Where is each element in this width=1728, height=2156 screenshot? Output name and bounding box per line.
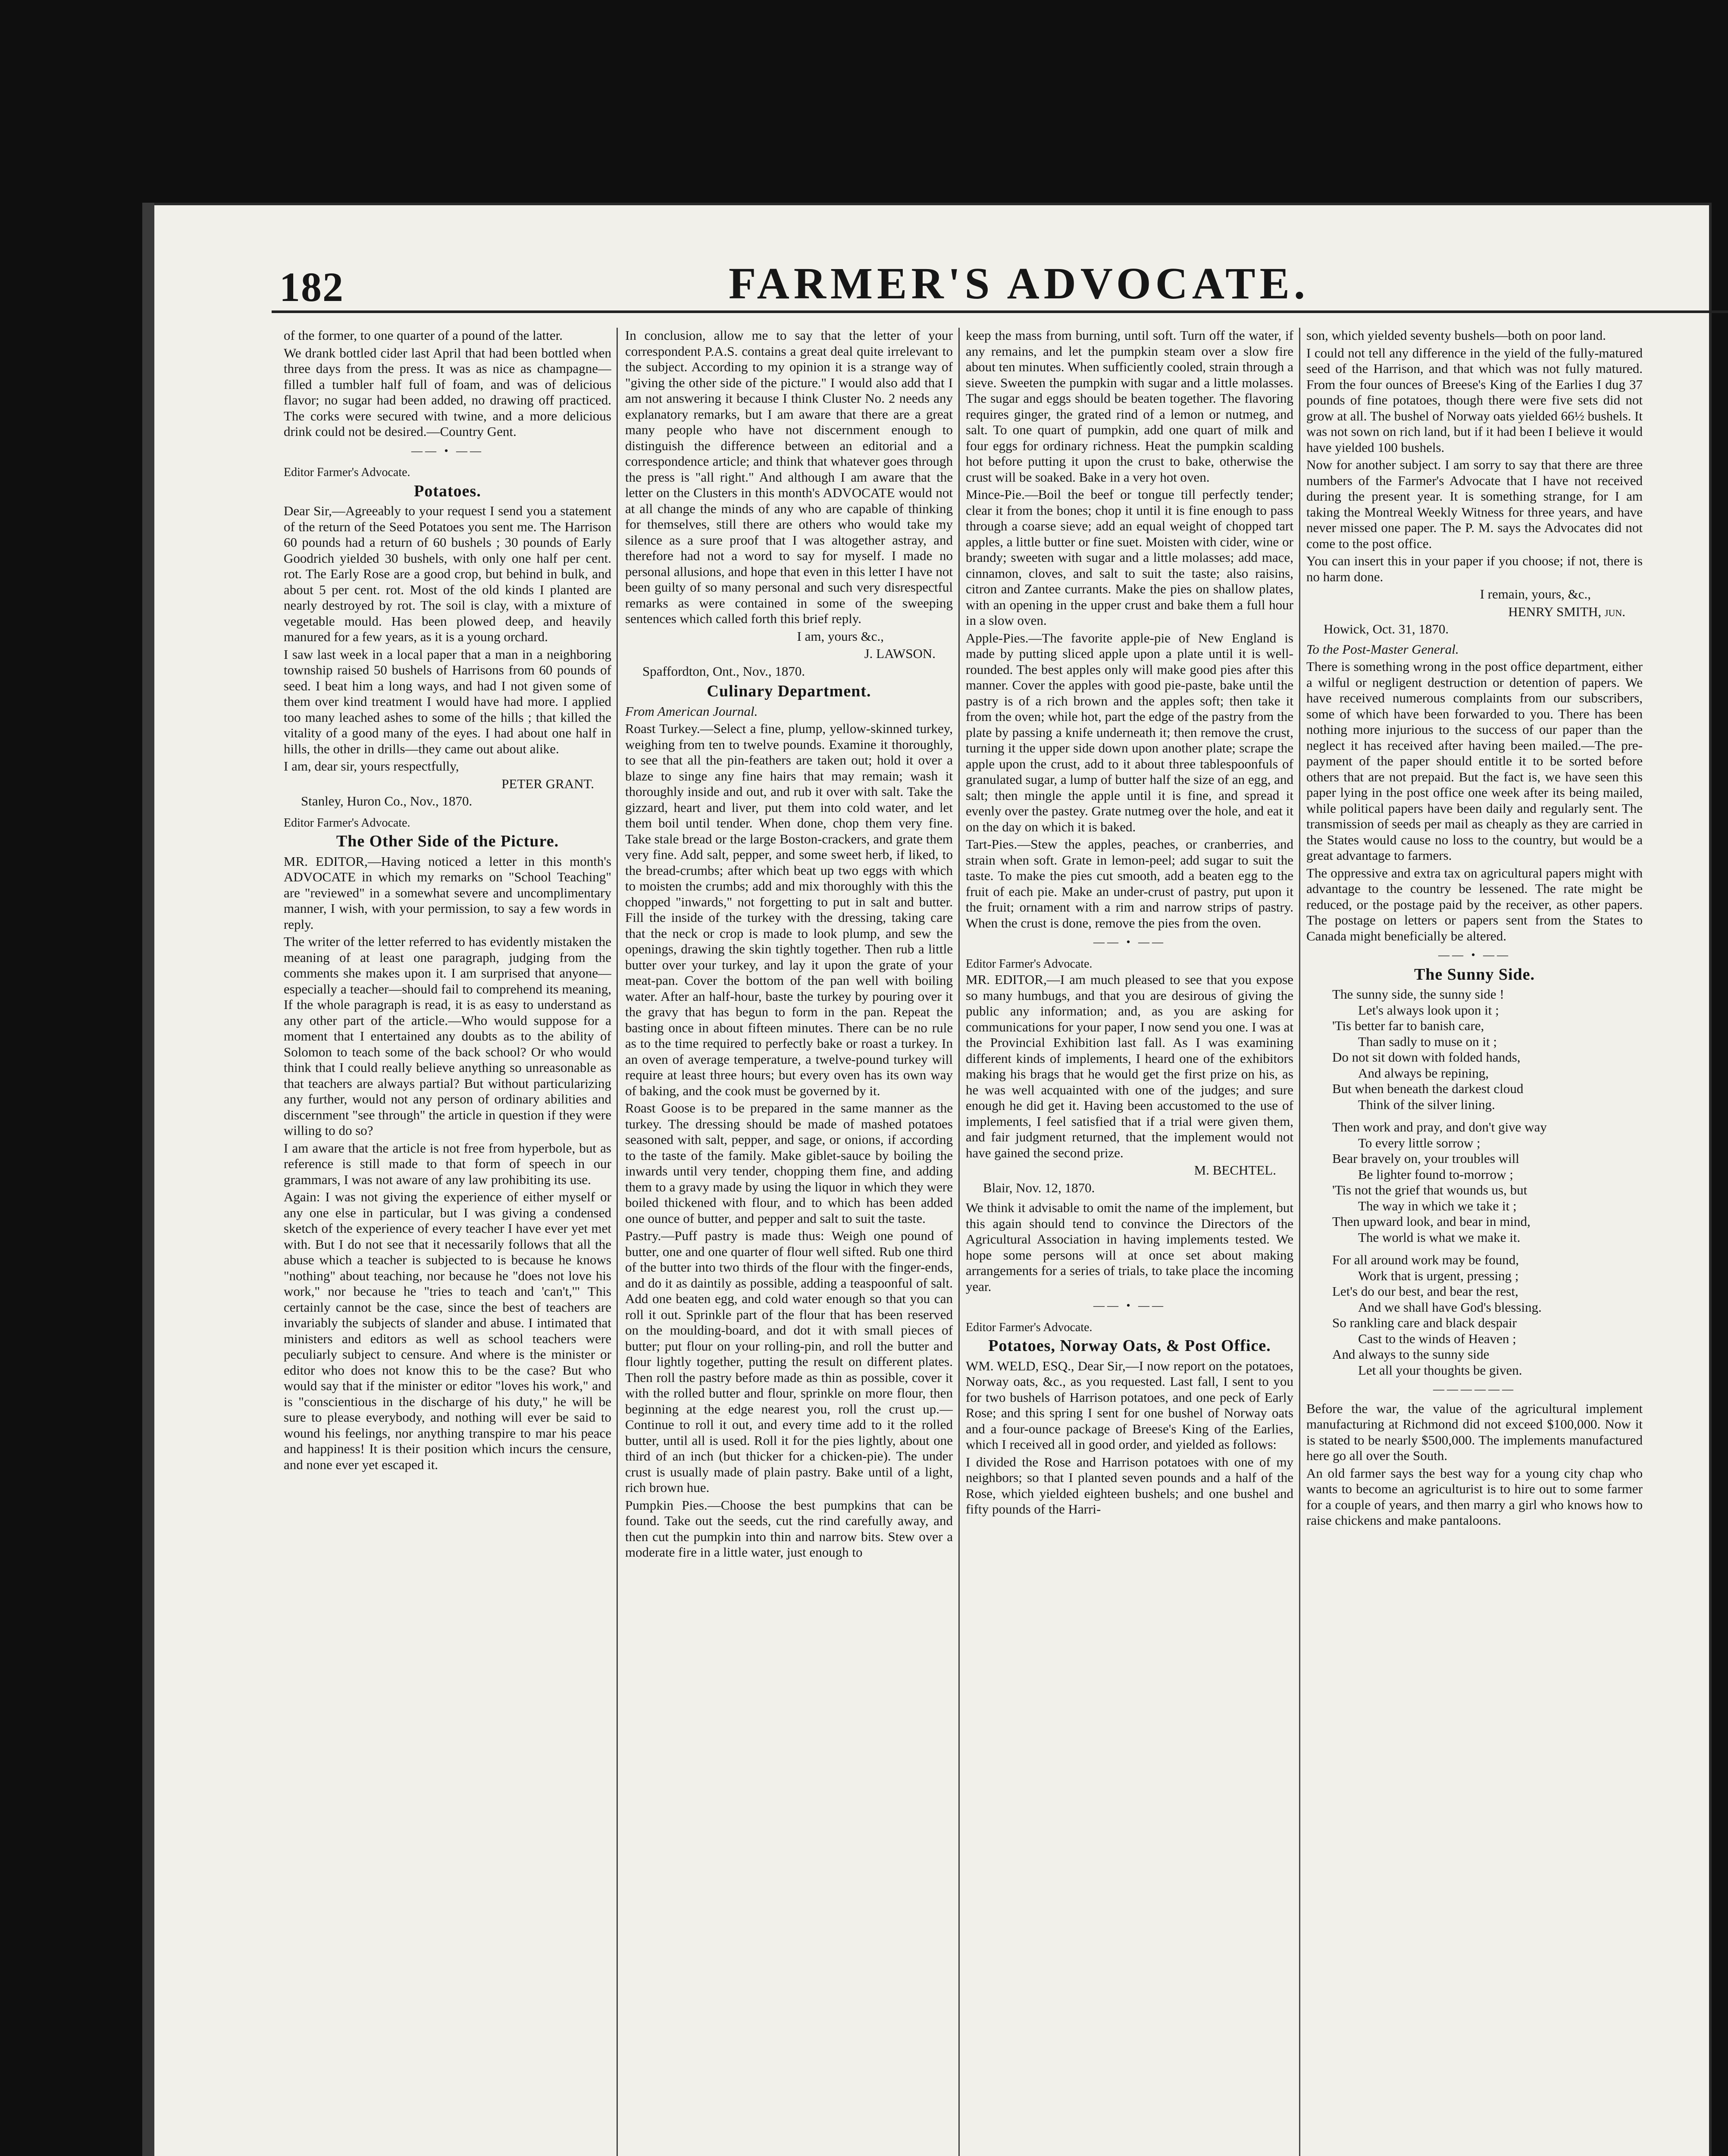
column-1 [284,328,611,2156]
poem [1306,987,1643,1378]
poem-line: Then upward look, and bear in mind, [1332,1214,1531,1229]
dateline: Stanley, Huron Co., Nov., 1870. [301,793,473,808]
poem-line: Then work and pray, and don't give way [1332,1119,1547,1134]
poem-line: Do not sit down with folded hands, [1332,1050,1521,1065]
paragraph: son, which yielded seventy bushels—both on poor land. [1306,328,1606,343]
column-rule [958,328,960,2156]
poem-line: Work that is urgent, pressing ; [1358,1268,1519,1283]
binding-spine [142,203,154,2156]
paragraph: In conclusion, allow me to say that the letter of your correspondent P.A.S. contains a great deal quite irrelevant to the subject. According to my opinion it is a strange way of "giving the other side of the picture." I would also add that I am not answering it because I think Cluster No. 2 needs any explanatory remarks, but I am aware that there are a great many people who have not discernment enough to distinguish the difference between an editorial and a correspondence article; and think that whatever goes through the press is "all right." And although I am aware that the letter on the Clusters in this month's ADVOCATE would not at all change the minds of any who are capable of thinking for themselves, still there are others who would take my silence as a sure proof that I was altogether astray, and therefore had not a word to say for myself. I made no personal allusions, and hope that even in this letter I have not been guilty of so many personal and such very disrespectful remarks as were contained in some of the sweeping sentences which called forth this brief reply. [625,328,953,626]
article-heading: Culinary Department. [707,682,871,700]
column-rule [617,328,618,2156]
poem-line: And always be repining, [1358,1065,1489,1081]
poem-line: Let all your thoughts be given. [1358,1362,1522,1378]
signature: HENRY SMITH, jun. [1508,604,1625,619]
dateline: Howick, Oct. 31, 1870. [1324,621,1449,636]
subheading: From American Journal. [625,703,758,719]
poem-line: Think of the silver lining. [1358,1097,1495,1112]
paragraph: Apple-Pies.—The favorite apple-pie of New England is made by putting sliced apple upon a plate until it is well-rounded. The best apples only will make good pies after this manner. Cover the apples with good pie-paste, bake until the pastry is of a rich brown and the apples soft; then take it from the oven; while hot, part the edge of the pastry from the plate by passing a knife underneath it; then remove the crust, turning it the upper side down upon another plate; scrape the apple upon the crust, add to it about three tablespoonfuls of granulated sugar, a lump of butter half the size of an egg, and salt; then mingle the apple until it is fine, and spread it evenly over the pastey. Grate nutmeg over the hole, and eat it on the day on which it is baked. [966,630,1293,834]
paragraph: We drank bottled cider last April that had been bottled when three days from the press. It was as nice as champagne—filled a tumbler half full of foam, and was of delicious flavor; no sugar had been added, no drawing off practiced. The corks were secured with twine, and a more delicious drink could not be desired.—Country Gent. [284,345,611,439]
divider: —————— [1433,1383,1516,1395]
paragraph: We think it advisable to omit the name of the implement, but this again should tend to convince the Directors of the Agricultural Association in having implements tested. We hope some persons will at once set about making arrangements for a series of trials, to take place the incoming year. [966,1200,1293,1294]
poem-line: 'Tis not the grief that wounds us, but [1332,1182,1528,1197]
signature: PETER GRANT. [501,776,594,791]
page-number: 182 [279,264,344,310]
paragraph: Dear Sir,—Agreeably to your request I send you a statement of the return of the Seed Potatoes you sent me. The Harrison 60 pounds had a return of 60 bushels ; 30 pounds of Early Goodrich yielded 30 bushels, with only one half per cent. rot. The Early Rose are a good crop, but behind in bulk, and about 5 per cent. rot. Most of the old kinds I planted are nearly destroyed by rot. The soil is clay, with a mixture of vegetable mould. Has been plowed deep, and heavily manured for a few years, as it is a young orchard. [284,503,611,644]
paragraph: Mince-Pie.—Boil the beef or tongue till perfectly tender; clear it from the bones; chop it until it is fine enough to pass through a coarse sieve; add an equal weight of chopped tart apples, a little butter or fine suet. Moisten with cider, wine or brandy; sweeten with sugar and a little molasses; add mace, cinnamon, cloves, and salt to suit the taste; also raisins, citron and Zantee currants. Make the pies on shallow plates, with an opening in the upper crust and bake them a full hour in a slow oven. [966,487,1293,628]
signature: M. BECHTEL. [1194,1163,1276,1178]
poem-line: Cast to the winds of Heaven ; [1358,1331,1516,1346]
paragraph: I could not tell any difference in the yield of the fully-matured seed of the Harrison, and that which was not fully matured. From the four ounces of Breese's King of the Earlies I dug 37 pounds of fine potatoes, though there were five sets did not grow at all. The bushel of Norway oats yielded 66½ bushels. It was not sown on rich land, but if it had been I believe it would have yielded 100 bushels. [1306,345,1643,455]
paragraph: You can insert this in your paper if you choose; if not, there is no harm done. [1306,553,1643,584]
poem-line: Let's always look upon it ; [1358,1002,1499,1018]
poem-line: Let's do our best, and bear the rest, [1332,1284,1518,1299]
divider: —— • —— [1093,1299,1166,1312]
caption: Editor Farmer's Advocate. [284,816,410,830]
caption: Editor Farmer's Advocate. [966,957,1093,971]
caption: Editor Farmer's Advocate. [284,466,410,479]
poem-line: The sunny side, the sunny side ! [1332,987,1504,1002]
paragraph: MR. EDITOR,—I am much pleased to see that you expose so many humbugs, and that you are desirous of giving the public any information; and, as you are asking for communications for your paper, I now send you one. I was at the Provincial Exhibition last fall. As I was examining different kinds of implements, I heard one of the exhibitors making his brags that he would get the first prize on his, as he was well acquainted with one of the judges; and sure enough he did get it. Having been accustomed to the use of implements, I feel satisfied that if a trial were given them, and fair judgment returned, that the implement would not have gained the second prize. [966,972,1293,1160]
poem-line: So rankling care and black despair [1332,1315,1517,1330]
paragraph: I divided the Rose and Harrison potatoes with one of my neighbors; so that I planted seven pounds and a half of the Rose, which yielded eighteen bushels; and one bushel and fifty pounds of the Harri- [966,1454,1293,1517]
signature: J. LAWSON. [864,646,936,661]
dateline: Spaffordton, Ont., Nov., 1870. [642,663,805,679]
paragraph: Now for another subject. I am sorry to say that there are three numbers of the Farmer's Advocate that I have not received during the present year. It is something strange, for I am taking the Montreal Weekly Witness for three years, and have never missed one paper. The P. M. says the Advocates did not come to the post office. [1306,457,1643,551]
article-heading: The Other Side of the Picture. [336,832,559,850]
paragraph: Before the war, the value of the agricultural implement manufacturing at Richmond did not exceed $100,000. Now it is stated to be nearly $500,000. The implements manufactured here go all over the South. [1306,1401,1643,1463]
paragraph: WM. WELD, ESQ., Dear Sir,—I now report on the potatoes, Norway oats, &c., as you requested. Last fall, I sent to you for two bushels of Harrison potatoes, and one peck of Early Rose; and this spring I sent for one bushel of Norway oats and a four-ounce package of Breese's King of the Earlies, which I received all in good order, and yielded as follows: [966,1358,1293,1452]
paragraph: Tart-Pies.—Stew the apples, peaches, or cranberries, and strain when soft. Grate in lemon-peel; add sugar to suit the taste. To make the pies cut smooth, add a beaten egg to the fruit of each pie. Make an under-crust of pastry, put upon it the fruit; ornament with a rim and narrow strips of pastry. When the crust is done, remove the pies from the oven. [966,837,1293,931]
poem-line: To every little sorrow ; [1358,1135,1481,1150]
paragraph: keep the mass from burning, until soft. Turn off the water, if any remains, and let the pumpkin steam over a slow fire about ten minutes. When sufficiently cooled, strain through a sieve. Sweeten the pumpkin with sugar and a little molasses. The sugar and eggs should be beaten together. The flavoring requires ginger, the grated rind of a lemon or nutmeg, and salt. To one quart of pumpkin, add one quart of milk and four eggs for ordinary richness. Heat the pumpkin scalding hot before putting it upon the crust to bake, otherwise the crust will be soaked. Bake in a very hot oven. [966,328,1293,485]
paragraph: of the former, to one quarter of a pound of the latter. [284,328,563,343]
poem-line: The way in which we take it ; [1358,1198,1517,1213]
paragraph: I remain, yours, &c., [1480,586,1591,602]
caption: Editor Farmer's Advocate. [966,1320,1093,1334]
poem-line: Be lighter found to-morrow ; [1358,1166,1513,1182]
poem-line: Than sadly to muse on it ; [1358,1034,1497,1049]
stanza-gap [1306,1112,1643,1119]
paragraph: Again: I was not giving the experience of either myself or any one else in particular, but I was giving a condensed sketch of the experience of every teacher I have ever yet met with. But I do not see that it necessarily follows that all the abuse which a teacher is subjected to is because he knows "nothing" about teaching, nor because he "does not love his work," nor because he "tries to teach and 'can't,'" This certainly cannot be the case, since the best of teachers are invariably the subjects of slander and abuse. I intimated that ministers and editors as well as school teachers were peculiarly subject to censure. And where is the minister or editor who does not know this to be the case? But who would say that if the minister or editor "loves his work," and is "conscientious in the discharge of his duty," he will be sure to please everybody, and nothing will ever be said to wound his feelings, nor anything transpire to mar his peace and happiness! It is their position which incurs the censure, and none ever yet escaped it. [284,1189,611,1472]
paragraph: Roast Turkey.—Select a fine, plump, yellow-skinned turkey, weighing from ten to twelve pounds. Examine it thoroughly, to see that all the pin-feathers are taken out; hold it over a blaze to singe any fine hairs that may remain; wash it thoroughly inside and out, and rub it over with salt. Take the gizzard, heart and liver, put them into cold water, and let them boil until tender. When done, chop them very fine. Take stale bread or the large Boston-crackers, and grate them very fine. Add salt, pepper, and some sweet herb, if liked, to the bread-crumbs; after which beat up two eggs with which to moisten the crumbs; add and mix thoroughly with this the chopped "inwards," not forgetting to put in salt and butter. Fill the inside of the turkey with the dressing, taking care that the neck or crop is made to look plump, and sew the openings, drawing the skin tightly together. Then rub a little butter over your turkey, and lay it upon the grate of your meat-pan. Cover the bottom of the pan well with boiling water. After an half-hour, baste the turkey by pouring over it the gravy that has begun to form in the pan. Repeat the basting once in about fifteen minutes. There can be no rule as to the time required to perfectly bake or roast a turkey. In an oven of average temperature, a twelve-pound turkey will require at least three hours; but every oven has its own way of baking, and the cook must be governed by it. [625,721,953,1098]
poem-line: For all around work may be found, [1332,1252,1519,1267]
newspaper-page [142,203,1712,2156]
column-rule [1299,328,1300,2156]
paragraph: An old farmer says the best way for a young city chap who wants to become an agriculturist is to hire out to some farmer for a couple of years, and then marry a girl who knows how to raise chickens and make pantaloons. [1306,1465,1643,1528]
article-heading: Potatoes, Norway Oats, & Post Office. [988,1337,1271,1355]
article-heading: Potatoes. [414,482,481,500]
poem-line: 'Tis better far to banish care, [1332,1018,1484,1033]
dateline: Blair, Nov. 12, 1870. [983,1180,1095,1195]
poem-line: And we shall have God's blessing. [1358,1299,1542,1315]
paragraph: There is something wrong in the post office department, either a wilful or negligent destruction or detention of papers. We have received numerous complaints from our subscribers, some of which have been forwarded to you. There has been nothing more injurious to the success of our paper than the neglect it has received after having been mailed.—The pre-payment of the paper should entitle it to be sorted before others that are not prepaid. But the fact is, we have seen this paper lying in the post office one week after its being mailed, while political papers have been daily and regularly sent. The transmission of seeds per mail as cheaply as they are carried in the States would cause no loss to the country, but would be a great advantage to farmers. [1306,659,1643,863]
article-heading: The Sunny Side. [1414,965,1535,984]
column-4 [1306,328,1643,2156]
poem-line: Bear bravely on, your troubles will [1332,1151,1519,1166]
poem-line: But when beneath the darkest cloud [1332,1081,1524,1096]
paragraph: Pastry.—Puff pastry is made thus: Weigh one pound of butter, one and one quarter of flour well sifted. Rub one third of the butter into two thirds of the flour with the finger-ends, and do it as daintily as possible, adding a teaspoonful of salt. Add one beaten egg, and cold water enough so that you can roll it out. Sprinkle part of the flour that has been reserved on the moulding-board, and dot it with small pieces of butter; put flour on your rolling-pin, and roll the butter and flour lightly together, putting the result on different plates. Then roll the pastry before made as thin as possible, cover it with the rolled butter and flour, sprinkle on more flour, then beginning at the edge nearest you, roll the crust up.—Continue to roll it out, and every time add to it the rolled butter, until all is used. Roll it for the pies lightly, about one third of an inch (but thicker for a chicken-pie). The under crust is usually made of plain pastry. Bake until of a light, rich brown hue. [625,1228,953,1495]
poem-line: And always to the sunny side [1332,1347,1490,1362]
header-rule [272,310,1728,313]
column-3 [966,328,1293,2156]
paragraph: Roast Goose is to be prepared in the same manner as the turkey. The dressing should be made of mashed potatoes seasoned with salt, pepper, and sage, or onions, if according to the taste of the family. Make giblet-sauce by boiling the inwards until very tender, chopping them fine, and adding them to a gravy made by using the liquor in which they were boiled thickened with flour, and to which has been added one ounce of butter, and pepper and salt to suit the taste. [625,1100,953,1226]
paragraph: I am, dear sir, yours respectfully, [284,758,459,774]
paragraph: I am aware that the article is not free from hyperbole, but as reference is still made to that form of speech in our grammars, I was not aware of any law prohibiting its use. [284,1140,611,1187]
column-2 [625,328,953,2156]
paragraph: The oppressive and extra tax on agricultural papers might with advantage to the country be lessened. The rate might be reduced, or the postage paid by the receiver, as other papers. The postage on letters or papers sent from the States to Canada might beneficially be altered. [1306,865,1643,943]
paragraph: I am, yours &c., [797,628,884,644]
paragraph: Pumpkin Pies.—Choose the best pumpkins that can be found. Take out the seeds, cut the rind carefully away, and then cut the pumpkin into thin and narrow bits. Stew over a moderate fire in a little water, just enough to [625,1497,953,1560]
divider: —— • —— [411,444,484,457]
paragraph: I saw last week in a local paper that a man in a neighboring township raised 50 bushels of Harrisons from 60 pounds of seed. I beat him a long ways, and had I not given some of them over kind treatment I would have had more. I applied too many leached ashes to some of the hills ; that killed the vitality of a good many of the eyes. I had about one half in hills, the other in drills—they came out about alike. [284,646,611,756]
subheading: To the Post-Master General. [1306,641,1459,657]
paragraph: MR. EDITOR,—Having noticed a letter in this month's ADVOCATE in which my remarks on "School Teaching" are "reviewed" in a somewhat severe and uncomplimentary manner, I wish, with your permission, to say a few words in reply. [284,853,611,932]
stanza-gap [1306,1245,1643,1252]
divider: —— • —— [1438,949,1511,961]
poem-line: The world is what we make it. [1358,1229,1521,1245]
divider: —— • —— [1093,936,1166,948]
paragraph: The writer of the letter referred to has evidently mistaken the meaning of at least one paragraph, judging from the comments she makes upon it. I am surprised that anyone—especially a teacher—should fail to comprehend its meaning, If the whole paragraph is read, it is as easy to understand as any other part of the article.—Who would suppose for a moment that I entertained any doubts as to the ability of Solomon to teach some of the back school? Or who would think that I could really believe anything so unreasonable as that teachers are always partial? But without particularizing any further, would not any person of ordinary abilities and discernment "see through" the article in question if they were willing to do so? [284,934,611,1138]
masthead-title: FARMER'S ADVOCATE. [729,259,1310,308]
